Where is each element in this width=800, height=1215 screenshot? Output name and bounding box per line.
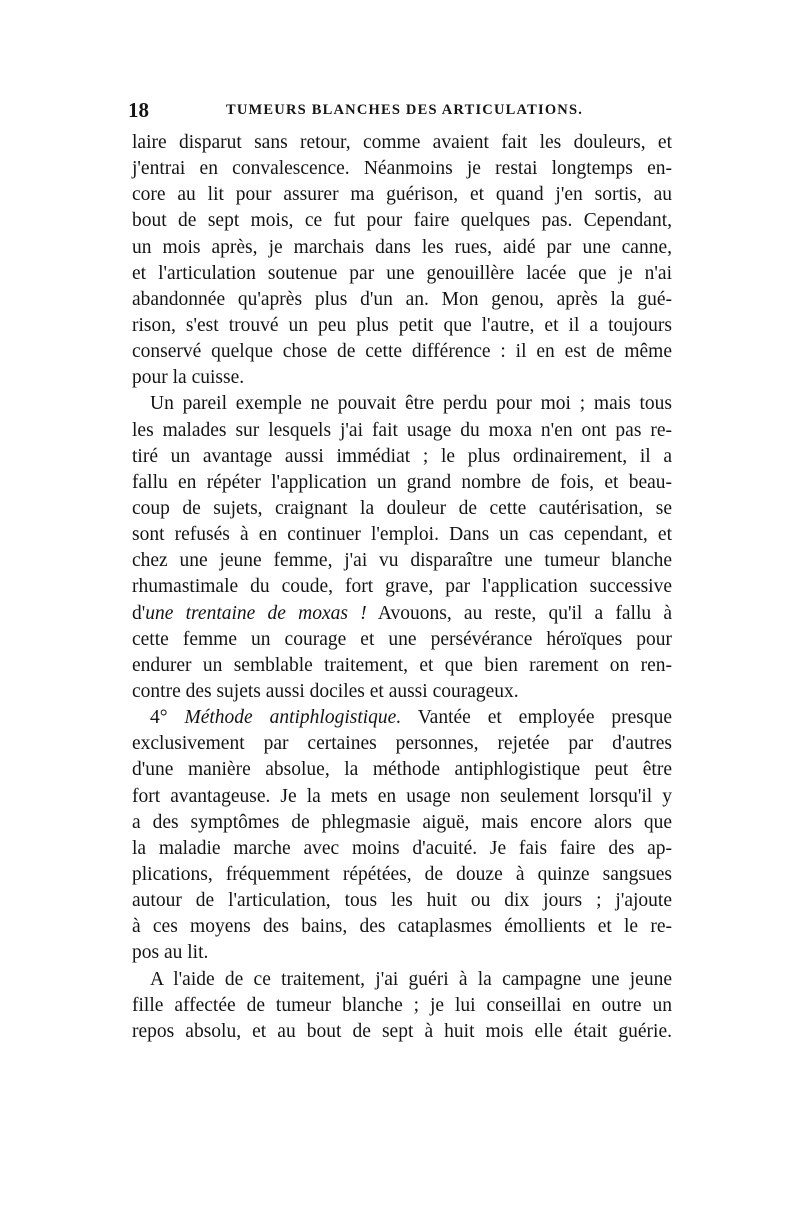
text-line: chez une jeune femme, j'ai vu disparaître une tumeur blanche	[132, 550, 672, 572]
text-line: abandonnée qu'après plus d'un an. Mon genou, après la gué-	[132, 288, 672, 310]
text-line: core au lit pour assurer ma guérison, et quand j'en sortis, au	[132, 184, 672, 206]
line-prefix: d'	[132, 602, 146, 624]
text-line: cette femme un courage et une persévérance héroïques pour	[132, 628, 672, 650]
text-line: laire disparut sans retour, comme avaient fait les douleurs, et	[132, 132, 672, 153]
text-line: pos au lit.	[132, 942, 209, 964]
text-line-italic-phrase	[132, 601, 672, 627]
text-line: coup de sujets, craignant la douleur de cette cautérisation, se	[132, 497, 672, 519]
text-line: et l'articulation soutenue par une genouillère lacée que je n'ai	[132, 262, 672, 284]
italic-phrase: une trentaine de moxas !	[145, 602, 367, 624]
text-line: contre des sujets aussi dociles et aussi courageux.	[132, 680, 519, 702]
paragraph-first-line: Un pareil exemple ne pouvait être perdu pour moi ; mais tous	[150, 393, 672, 415]
text-line: endurer un semblable traitement, et que bien rarement on ren-	[132, 654, 672, 676]
text-line: tiré un avantage aussi immédiat ; le plus ordinairement, il a	[132, 445, 672, 467]
text-line: la maladie marche avec moins d'acuité. Je fais faire des ap-	[132, 837, 672, 859]
line-suffix: Avouons, au reste, qu'il a fallu à	[366, 602, 672, 624]
text-line: conservé quelque chose de cette différence : il en est de même	[132, 341, 672, 363]
text-line: les malades sur lesquels j'ai fait usage du moxa n'en ont pas re-	[132, 419, 672, 441]
text-line: rhumastimale du coude, fort grave, par l'application successive	[132, 576, 672, 598]
section-number: 4°	[150, 707, 168, 729]
section-title: Méthode antiphlogistique.	[184, 707, 402, 729]
paragraph-first-line: A l'aide de ce traitement, j'ai guéri à la campagne une jeune	[150, 968, 672, 990]
body-text	[132, 130, 672, 1045]
text-line: à ces moyens des bains, des cataplasmes émollients et le re-	[132, 916, 672, 938]
text-line: d'une manière absolue, la méthode antiphlogistique peut être	[132, 759, 672, 781]
text-line: sont refusés à en continuer l'emploi. Dans un cas cependant, et	[132, 524, 672, 546]
text-line: un mois après, je marchais dans les rues, aidé par une canne,	[132, 236, 672, 258]
text-line: pour la cuisse.	[132, 367, 245, 389]
text-line: fort avantageuse. Je la mets en usage non seulement lorsqu'il y	[132, 785, 672, 807]
text-line: j'entrai en convalescence. Néanmoins je restai longtemps en-	[132, 158, 672, 180]
page-header	[128, 98, 672, 120]
text-line: exclusivement par certaines personnes, rejetée par d'autres	[132, 733, 672, 755]
text-line: fille affectée de tumeur blanche ; je lui conseillai en outre un	[132, 994, 672, 1016]
text-line: rison, s'est trouvé un peu plus petit que l'autre, et il a toujours	[132, 314, 672, 336]
line-suffix: Vantée et employée presque	[401, 707, 673, 729]
text-line: a des symptômes de phlegmasie aiguë, mais encore alors que	[132, 811, 672, 833]
section-heading-line	[132, 705, 672, 731]
text-line: autour de l'articulation, tous les huit ou dix jours ; j'ajoute	[132, 890, 672, 912]
text-line: plications, fréquemment répétées, de douze à quinze sangsues	[132, 863, 672, 885]
text-line: fallu en répéter l'application un grand nombre de fois, et beau-	[132, 471, 672, 493]
text-line: repos absolu, et au bout de sept à huit mois elle était guérie.	[132, 1020, 672, 1042]
text-line: bout de sept mois, ce fut pour faire quelques pas. Cependant,	[132, 210, 672, 232]
running-title: TUMEURS BLANCHES DES ARTICULATIONS.	[226, 102, 584, 118]
page-number: 18	[128, 98, 149, 122]
